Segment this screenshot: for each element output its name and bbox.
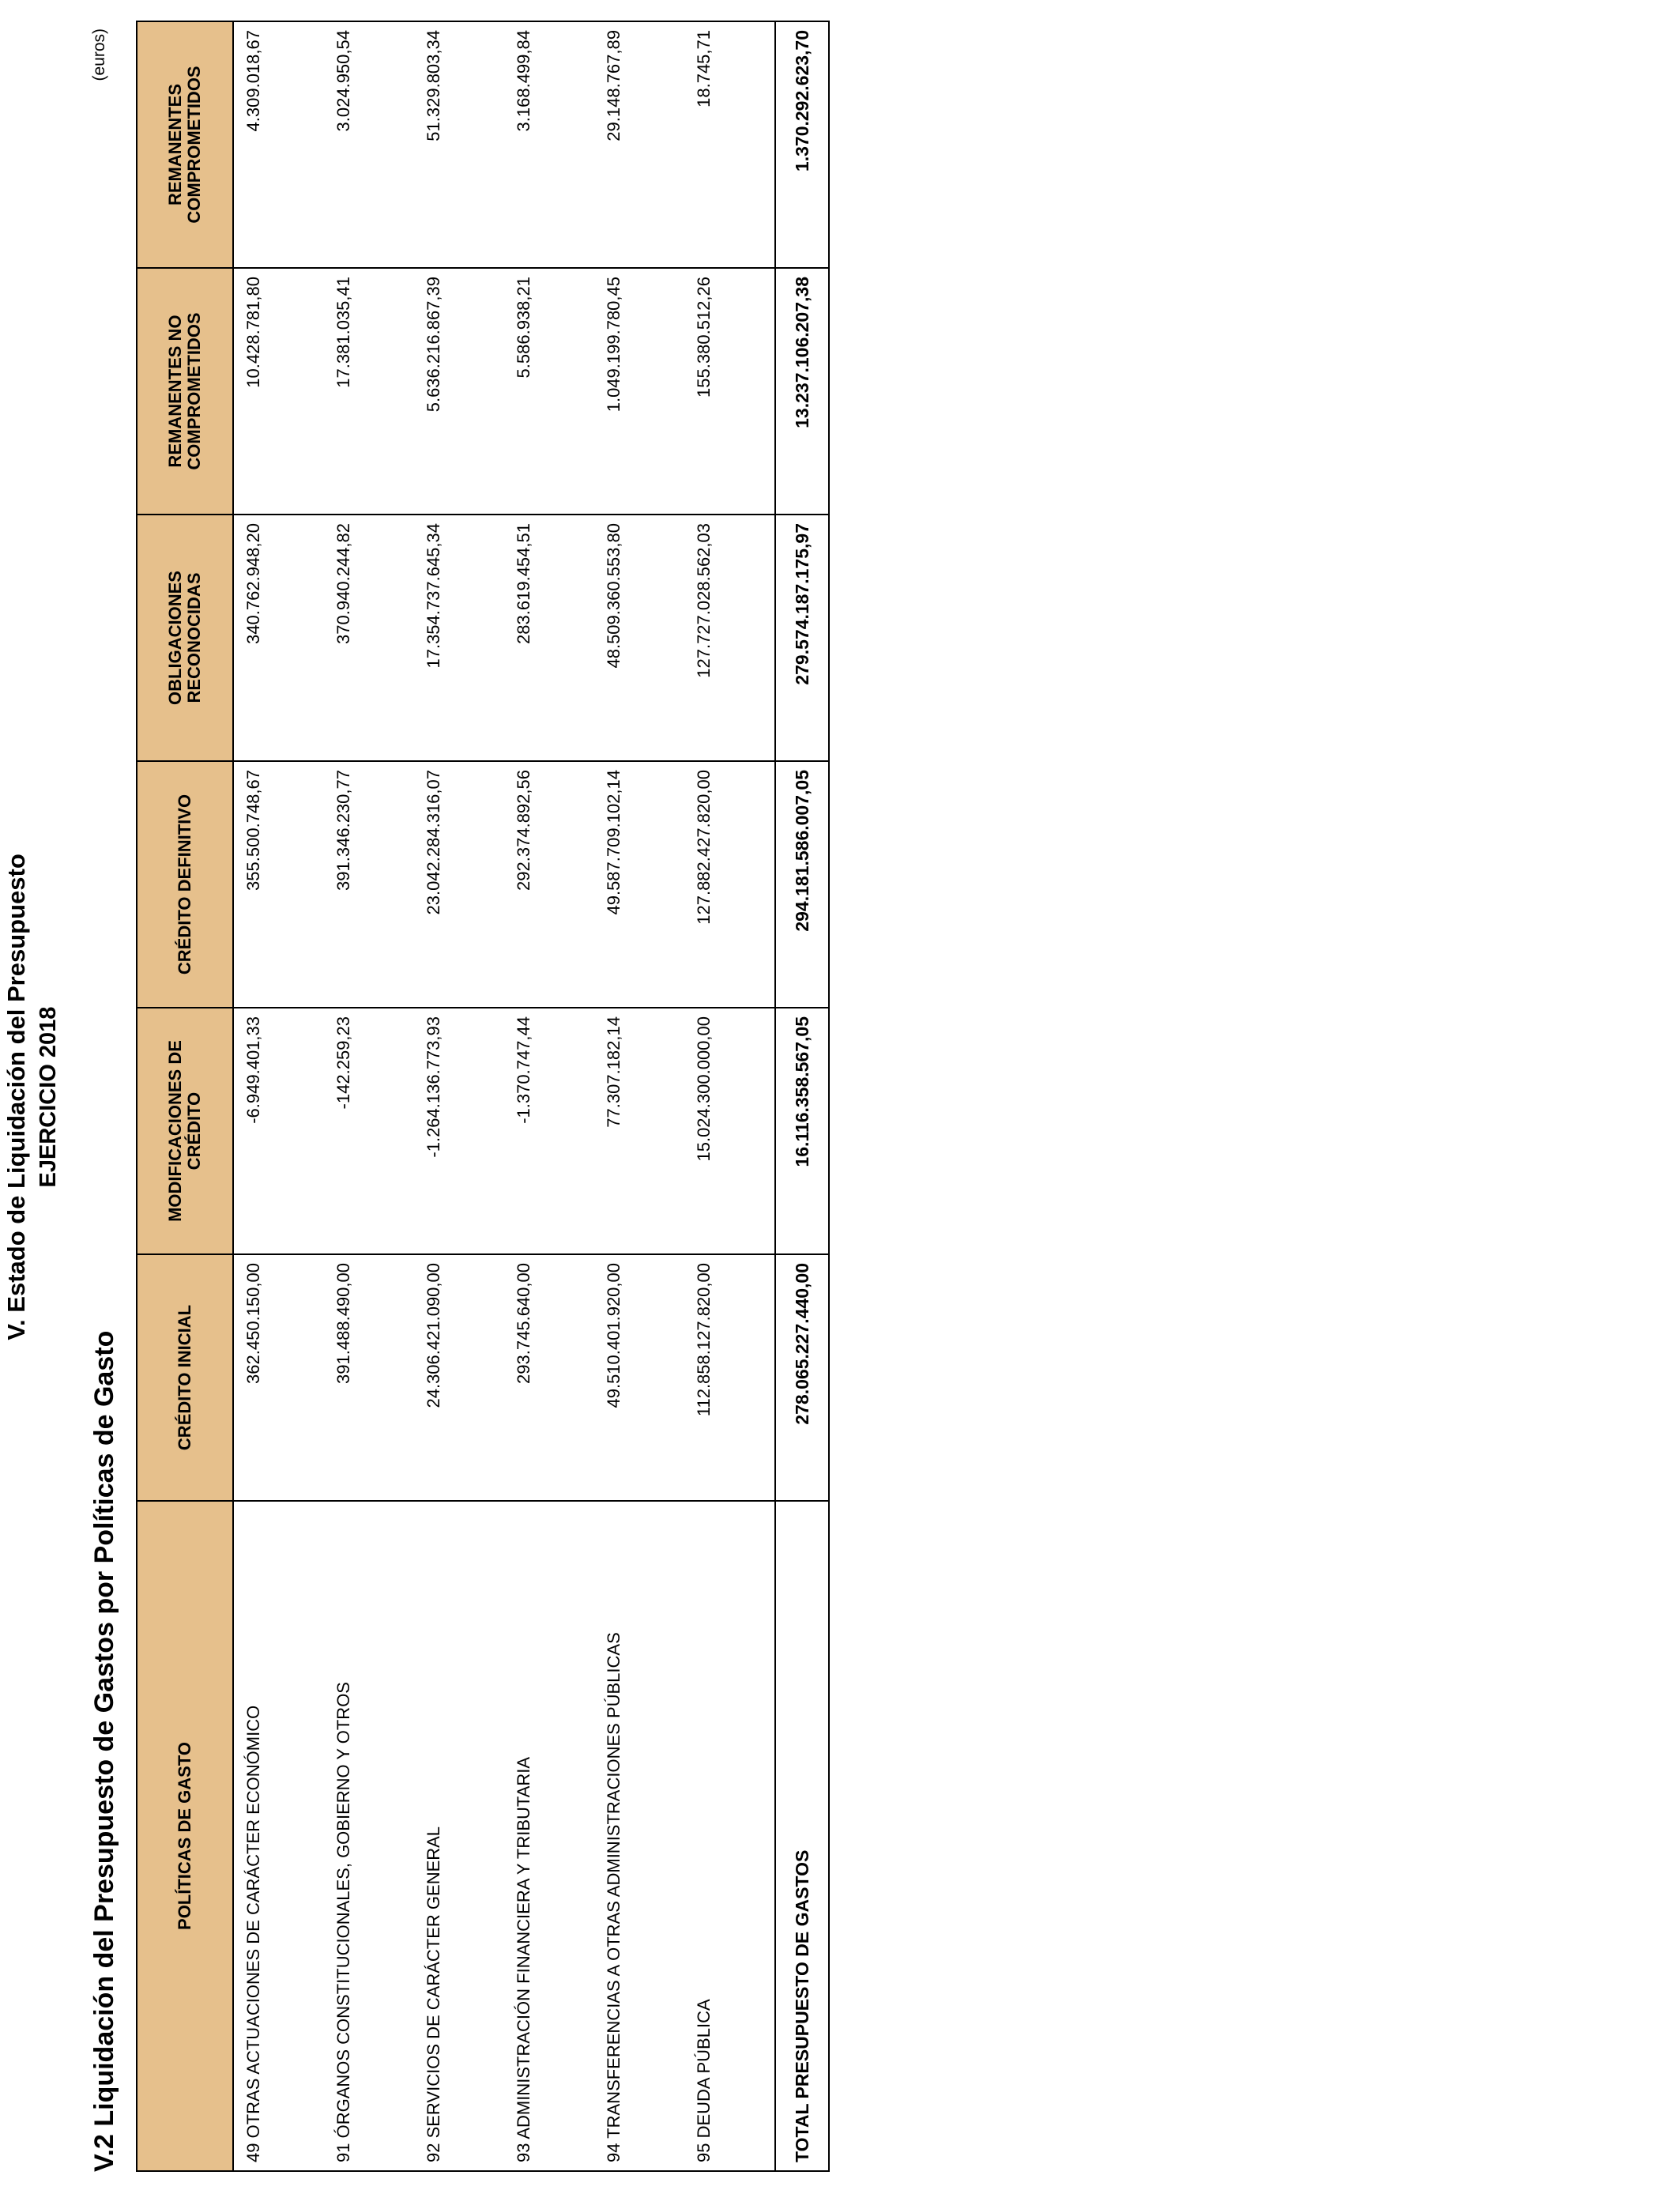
row-label: 93 ADMINISTRACIÓN FINANCIERA Y TRIBUTARIA	[504, 1501, 594, 2171]
cell-credito-inicial: 112.858.127.820,00	[684, 1254, 775, 1501]
section-title: V.2 Liquidación del Presupuesto de Gastos por Políticas de Gasto	[89, 1330, 119, 2172]
row-label: 92 SERVICIOS DE CARÁCTER GENERAL	[414, 1501, 504, 2171]
table-header-row	[137, 21, 233, 2171]
page-title: V. Estado de Liquidación del Presupuesto	[2, 854, 30, 1340]
cell-remanentes-no-comprometidos: 10.428.781,80	[233, 268, 324, 515]
cell-modificaciones: -6.949.401,33	[233, 1008, 324, 1254]
cell-credito-definitivo: 355.500.748,67	[233, 761, 324, 1008]
total-label: TOTAL PRESUPUESTO DE GASTOS	[775, 1501, 829, 2171]
total-modificaciones: 16.116.358.567,05	[775, 1008, 829, 1254]
table-row	[594, 21, 684, 2171]
cell-remanentes-no-comprometidos: 5.586.938,21	[504, 268, 594, 515]
total-credito-inicial: 278.065.227.440,00	[775, 1254, 829, 1501]
cell-remanentes-comprometidos: 29.148.767,89	[594, 21, 684, 268]
cell-obligaciones: 340.762.948,20	[233, 515, 324, 761]
cell-remanentes-no-comprometidos: 17.381.035,41	[324, 268, 414, 515]
col-header-obligaciones: OBLIGACIONES RECONOCIDAS	[137, 515, 233, 761]
cell-credito-inicial: 293.745.640,00	[504, 1254, 594, 1501]
units-label: (euros)	[90, 28, 108, 81]
cell-obligaciones: 17.354.737.645,34	[414, 515, 504, 761]
col-header-credito-inicial: CRÉDITO INICIAL	[137, 1254, 233, 1501]
row-label: 49 OTRAS ACTUACIONES DE CARÁCTER ECONÓMICO	[233, 1501, 324, 2171]
cell-modificaciones: 15.024.300.000,00	[684, 1008, 775, 1254]
table-row	[324, 21, 414, 2171]
col-header-remanentes-comprometidos: REMANENTES COMPROMETIDOS	[137, 21, 233, 268]
cell-obligaciones: 370.940.244,82	[324, 515, 414, 761]
col-header-credito-definitivo: CRÉDITO DEFINITIVO	[137, 761, 233, 1008]
cell-credito-definitivo: 391.346.230,77	[324, 761, 414, 1008]
table-row	[233, 21, 324, 2171]
cell-modificaciones: -142.259,23	[324, 1008, 414, 1254]
cell-credito-definitivo: 23.042.284.316,07	[414, 761, 504, 1008]
table-row	[414, 21, 504, 2171]
cell-credito-inicial: 391.488.490,00	[324, 1254, 414, 1501]
total-remanentes-no-comprometidos: 13.237.106.207,38	[775, 268, 829, 515]
cell-obligaciones: 127.727.028.562,03	[684, 515, 775, 761]
total-obligaciones: 279.574.187.175,97	[775, 515, 829, 761]
cell-remanentes-comprometidos: 18.745,71	[684, 21, 775, 268]
budget-table	[136, 21, 830, 2172]
cell-remanentes-comprometidos: 4.309.018,67	[233, 21, 324, 268]
cell-credito-definitivo: 49.587.709.102,14	[594, 761, 684, 1008]
col-header-modificaciones: MODIFICACIONES DE CRÉDITO	[137, 1008, 233, 1254]
row-label: 94 TRANSFERENCIAS A OTRAS ADMINISTRACIONES PÚBLICAS	[594, 1501, 684, 2171]
cell-remanentes-no-comprometidos: 1.049.199.780,45	[594, 268, 684, 515]
page-subtitle: EJERCICIO 2018	[36, 1006, 61, 1188]
cell-remanentes-comprometidos: 3.168.499,84	[504, 21, 594, 268]
row-label: 95 DEUDA PÚBLICA	[684, 1501, 775, 2171]
cell-modificaciones: 77.307.182,14	[594, 1008, 684, 1254]
cell-credito-inicial: 24.306.421.090,00	[414, 1254, 504, 1501]
table-row	[504, 21, 594, 2171]
cell-remanentes-no-comprometidos: 155.380.512,26	[684, 268, 775, 515]
cell-credito-definitivo: 292.374.892,56	[504, 761, 594, 1008]
cell-modificaciones: -1.370.747,44	[504, 1008, 594, 1254]
cell-remanentes-comprometidos: 51.329.803,34	[414, 21, 504, 268]
cell-remanentes-no-comprometidos: 5.636.216.867,39	[414, 268, 504, 515]
cell-modificaciones: -1.264.136.773,93	[414, 1008, 504, 1254]
row-label: 91 ÓRGANOS CONSTITUCIONALES, GOBIERNO Y OTROS	[324, 1501, 414, 2171]
cell-credito-definitivo: 127.882.427.820,00	[684, 761, 775, 1008]
total-credito-definitivo: 294.181.586.007,05	[775, 761, 829, 1008]
cell-remanentes-comprometidos: 3.024.950,54	[324, 21, 414, 268]
cell-credito-inicial: 49.510.401.920,00	[594, 1254, 684, 1501]
total-remanentes-comprometidos: 1.370.292.623,70	[775, 21, 829, 268]
cell-obligaciones: 48.509.360.553,80	[594, 515, 684, 761]
cell-obligaciones: 283.619.454,51	[504, 515, 594, 761]
col-header-politicas: POLÍTICAS DE GASTO	[137, 1501, 233, 2171]
table-row	[684, 21, 775, 2171]
total-row	[775, 21, 829, 2171]
col-header-remanentes-no-comprometidos: REMANENTES NO COMPROMETIDOS	[137, 268, 233, 515]
cell-credito-inicial: 362.450.150,00	[233, 1254, 324, 1501]
